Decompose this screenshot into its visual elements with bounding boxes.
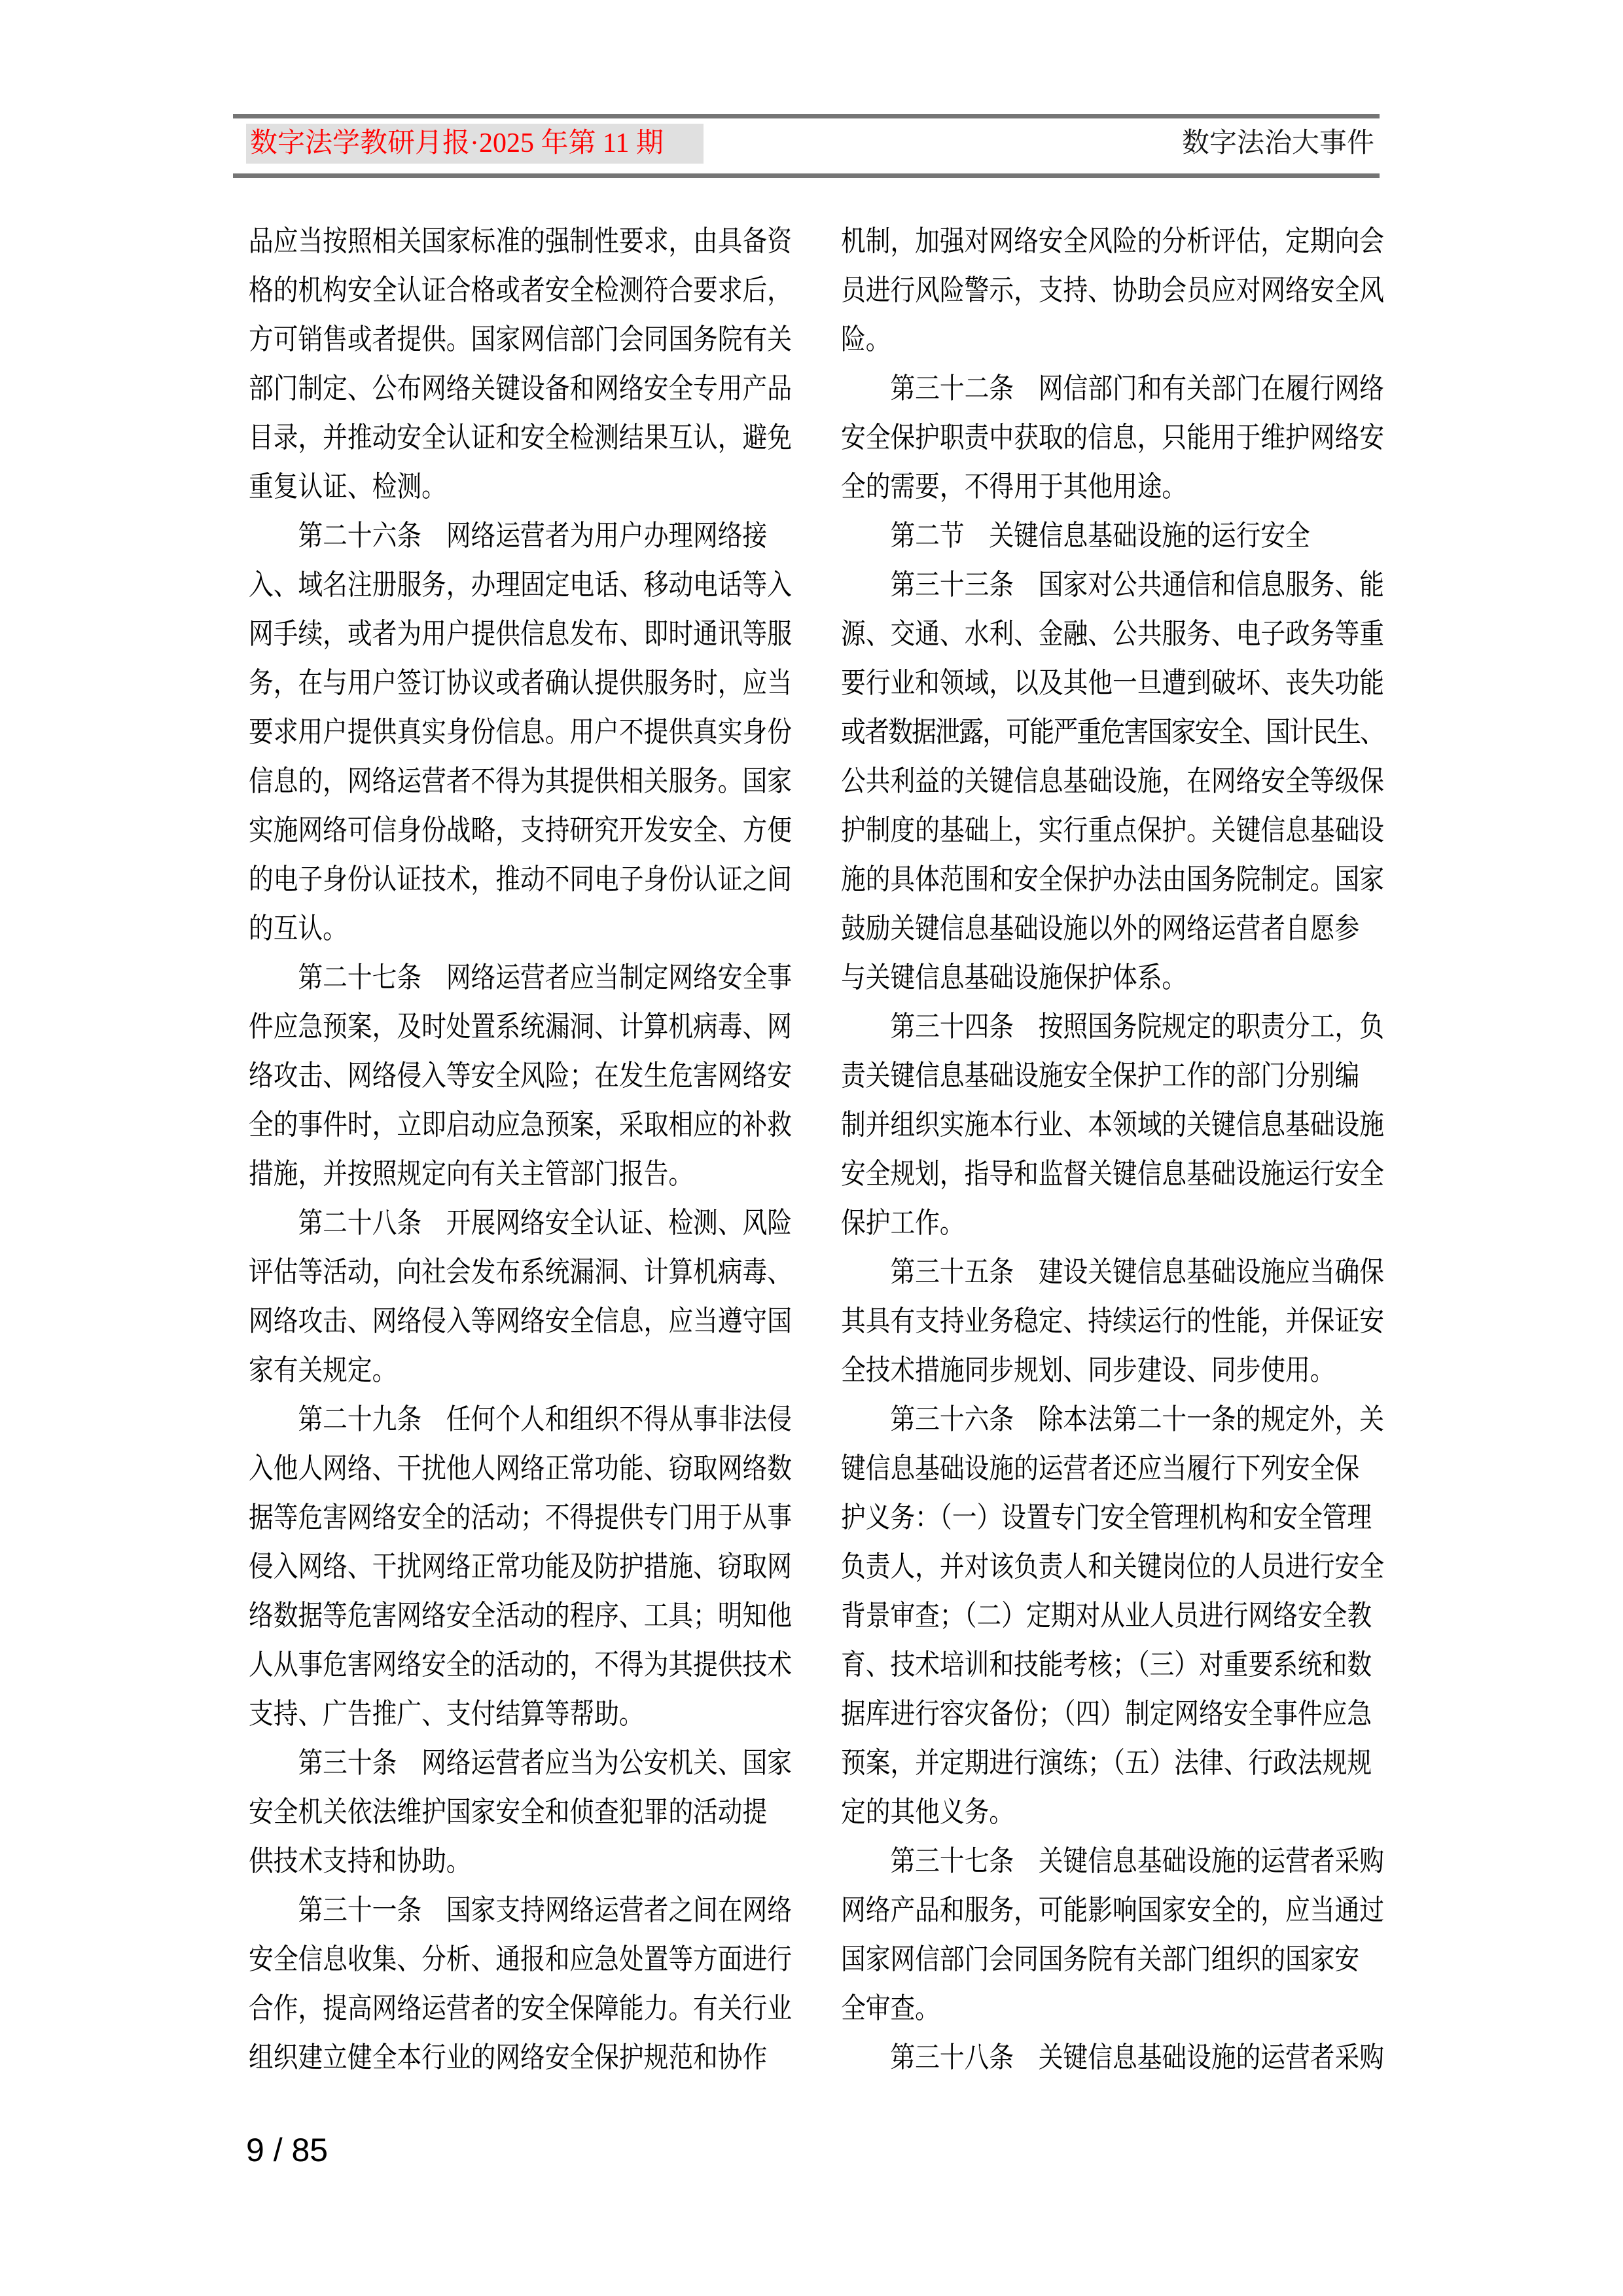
text-line: 网手续，或者为用户提供信息发布、即时通讯等服 (249, 618, 792, 650)
text-line: 国家网信部门会同国务院有关部门组织的国家安 (841, 1943, 1360, 1975)
text-line: 或者数据泄露，可能严重危害国家安全、国计民生、 (841, 716, 1384, 748)
text-line: 部门制定、公布网络关键设备和网络安全专用产品 (249, 372, 792, 404)
text-line: 全技术措施同步规划、同步建设、同步使用。 (841, 1354, 1335, 1386)
text-line: 第二节 关键信息基础设施的运行安全 (890, 520, 1310, 552)
text-line: 入、域名注册服务，办理固定电话、移动电话等入 (249, 569, 792, 601)
header-section-label: 数字法治大事件 (1182, 128, 1375, 158)
text-line: 第三十条 网络运营者应当为公安机关、国家 (298, 1747, 792, 1779)
header-issue-highlight (246, 124, 704, 164)
text-line: 第三十二条 网信部门和有关部门在履行网络 (890, 372, 1384, 404)
text-line: 侵入网络、干扰网络正常功能及防护措施、窃取网 (249, 1551, 792, 1583)
text-line: 责关键信息基础设施安全保护工作的部门分别编 (841, 1060, 1360, 1092)
text-line: 组织建立健全本行业的网络安全保护规范和协作 (249, 2041, 768, 2073)
text-line: 网络产品和服务，可能影响国家安全的，应当通过 (841, 1894, 1384, 1926)
text-line: 员进行风险警示，支持、协助会员应对网络安全风 (841, 274, 1384, 306)
text-line: 第三十七条 关键信息基础设施的运营者采购 (890, 1845, 1384, 1877)
text-line: 第二十七条 网络运营者应当制定网络安全事 (298, 961, 792, 994)
text-line: 目录，并推动安全认证和安全检测结果互认，避免 (249, 422, 792, 454)
text-line: 负责人，并对该负责人和关键岗位的人员进行安全 (841, 1551, 1384, 1583)
text-line: 安全信息收集、分析、通报和应急处置等方面进行 (249, 1943, 792, 1975)
text-line: 第三十三条 国家对公共通信和信息服务、能 (890, 569, 1384, 601)
text-line: 据等危害网络安全的活动；不得提供专门用于从事 (249, 1501, 792, 1534)
page-number: 9 / 85 (246, 2132, 329, 2168)
text-line: 险。 (841, 323, 891, 355)
text-line: 键信息基础设施的运营者还应当履行下列安全保 (841, 1452, 1360, 1484)
text-line: 安全保护职责中获取的信息，只能用于维护网络安 (841, 422, 1384, 454)
text-line: 与关键信息基础设施保护体系。 (841, 961, 1187, 994)
text-line: 要行业和领域，以及其他一旦遭到破坏、丧失功能 (841, 667, 1384, 699)
text-line: 方可销售或者提供。国家网信部门会同国务院有关 (249, 323, 792, 355)
text-line: 重复认证、检测。 (249, 471, 446, 503)
header-rule-bottom (233, 173, 1380, 178)
text-line: 第三十五条 建设关键信息基础设施应当确保 (890, 1256, 1384, 1288)
text-line: 的互认。 (249, 912, 348, 944)
text-line: 务，在与用户签订协议或者确认提供服务时，应当 (249, 667, 792, 699)
text-line: 络数据等危害网络安全活动的程序、工具；明知他 (249, 1600, 792, 1632)
text-line: 施的具体范围和安全保护办法由国务院制定。国家 (841, 863, 1384, 895)
left-column (249, 217, 792, 2082)
text-line: 制并组织实施本行业、本领域的关键信息基础设施 (841, 1109, 1384, 1141)
text-line: 预案，并定期进行演练；（五）法律、行政法规规 (841, 1747, 1372, 1779)
text-line: 评估等活动，向社会发布系统漏洞、计算机病毒、 (249, 1256, 792, 1288)
text-line: 定的其他义务。 (841, 1796, 1014, 1828)
text-line: 人从事危害网络安全的活动的，不得为其提供技术 (249, 1649, 792, 1681)
text-line: 护义务：（一）设置专门安全管理机构和安全管理 (841, 1501, 1372, 1534)
header-rule-top (233, 114, 1380, 118)
text-line: 第三十一条 国家支持网络运营者之间在网络 (298, 1894, 792, 1926)
text-line: 实施网络可信身份战略，支持研究开发安全、方便 (249, 814, 792, 846)
right-column (841, 217, 1384, 2082)
text-line: 件应急预案，及时处置系统漏洞、计算机病毒、网 (249, 1011, 792, 1043)
text-line: 安全机关依法维护国家安全和侦查犯罪的活动提 (249, 1796, 768, 1828)
text-line: 第二十九条 任何个人和组织不得从事非法侵 (298, 1403, 792, 1435)
text-line: 的电子身份认证技术，推动不同电子身份认证之间 (249, 863, 792, 895)
text-line: 机制，加强对网络安全风险的分析评估，定期向会 (841, 225, 1384, 257)
text-line: 鼓励关键信息基础设施以外的网络运营者自愿参 (841, 912, 1360, 944)
text-line: 全的事件时，立即启动应急预案，采取相应的补救 (249, 1109, 792, 1141)
text-line: 第二十八条 开展网络安全认证、检测、风险 (298, 1207, 792, 1239)
text-line: 信息的，网络运营者不得为其提供相关服务。国家 (249, 765, 792, 797)
text-line: 公共利益的关键信息基础设施，在网络安全等级保 (841, 765, 1384, 797)
text-line: 家有关规定。 (249, 1354, 397, 1386)
text-line: 品应当按照相关国家标准的强制性要求，由具备资 (249, 225, 792, 257)
text-line: 安全规划，指导和监督关键信息基础设施运行安全 (841, 1158, 1384, 1190)
text-line: 要求用户提供真实身份信息。用户不提供真实身份 (249, 716, 792, 748)
text-line: 络攻击、网络侵入等安全风险；在发生危害网络安 (249, 1060, 792, 1092)
text-line: 网络攻击、网络侵入等网络安全信息，应当遵守国 (249, 1305, 792, 1337)
text-line: 第三十四条 按照国务院规定的职责分工，负 (890, 1011, 1384, 1043)
text-line: 第三十八条 关键信息基础设施的运营者采购 (890, 2041, 1384, 2073)
text-line: 护制度的基础上，实行重点保护。关键信息基础设 (841, 814, 1384, 846)
text-line: 育、技术培训和技能考核；（三）对重要系统和数 (841, 1649, 1372, 1681)
header-issue-label: 数字法学教研月报·2025 年第 11 期 (250, 128, 664, 158)
text-line: 背景审查；（二）定期对从业人员进行网络安全教 (841, 1600, 1372, 1632)
text-line: 支持、广告推广、支付结算等帮助。 (249, 1698, 644, 1730)
text-line: 源、交通、水利、金融、公共服务、电子政务等重 (841, 618, 1384, 650)
text-line: 其具有支持业务稳定、持续运行的性能，并保证安 (841, 1305, 1384, 1337)
text-line: 全审查。 (841, 1992, 940, 2024)
text-line: 供技术支持和协助。 (249, 1845, 471, 1877)
text-line: 入他人网络、干扰他人网络正常功能、窃取网络数 (249, 1452, 792, 1484)
text-line: 全的需要，不得用于其他用途。 (841, 471, 1187, 503)
text-line: 第二十六条 网络运营者为用户办理网络接 (298, 520, 768, 552)
text-line: 第三十六条 除本法第二十一条的规定外，关 (890, 1403, 1384, 1435)
text-line: 保护工作。 (841, 1207, 965, 1239)
text-line: 格的机构安全认证合格或者安全检测符合要求后， (249, 274, 792, 306)
text-line: 据库进行容灾备份；（四）制定网络安全事件应急 (841, 1698, 1372, 1730)
text-line: 措施，并按照规定向有关主管部门报告。 (249, 1158, 694, 1190)
text-line: 合作，提高网络运营者的安全保障能力。有关行业 (249, 1992, 792, 2024)
